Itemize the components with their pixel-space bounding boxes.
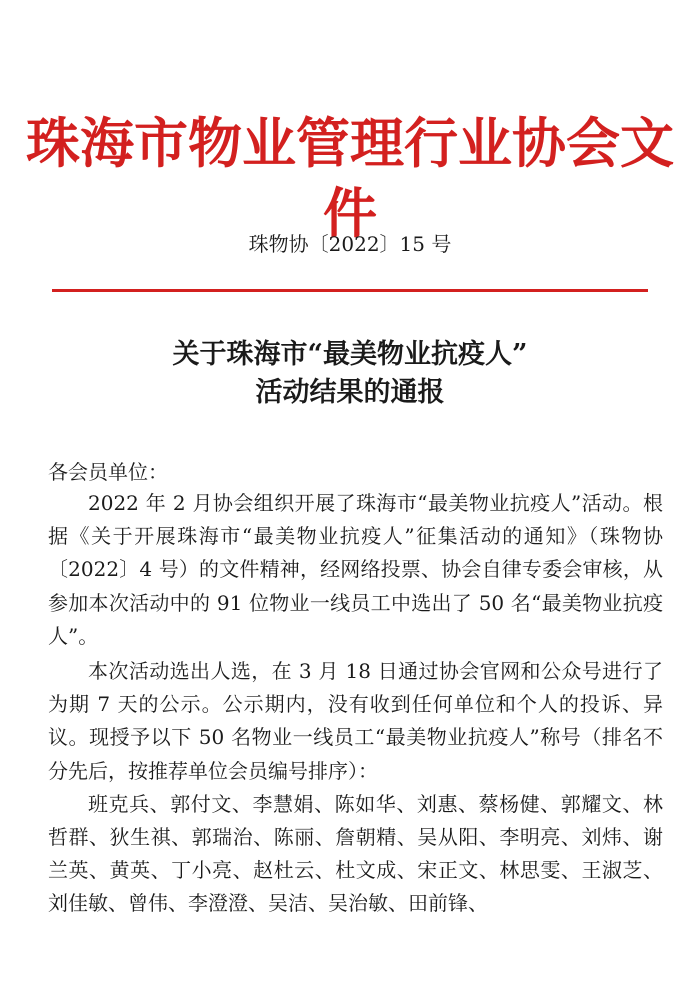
paragraph-intro: 2022 年 2 月协会组织开展了珠海市“最美物业抗疫人”活动。根据《关于开展珠海市“最美物业抗疫人”征集活动的通知》（珠物协〔2022〕4 号）的文件精神，经网络投票、协会自律专委会审核，从参加本次活动中的 91 位物业一线员工中选出了 50 名“最美物业抗疫人”。 xyxy=(48,491,663,648)
title-line-2: 活动结果的通报 xyxy=(255,377,445,408)
organization-header: 珠海市物业管理行业协会文件 xyxy=(26,111,674,245)
title-line-1: 关于珠海市“最美物业抗疫人” xyxy=(172,339,528,370)
paragraph-honoree-names: 班克兵、郭付文、李慧娟、陈如华、刘惠、蔡杨健、郭耀文、林哲群、狄生祺、郭瑞治、陈丽、詹朝精、吴从阳、李明亮、刘炜、谢兰英、黄英、丁小亮、赵杜云、杜文成、宋正文、林思雯、王淑芝、刘佳敏、曾伟、李澄澄、吴洁、吴治敏、田前锋、 xyxy=(48,791,663,916)
red-divider xyxy=(52,289,648,292)
document-title xyxy=(0,336,700,412)
document-body xyxy=(48,487,663,921)
salutation: 各会员单位： xyxy=(48,460,168,484)
document-number: 珠物协〔2022〕15 号 xyxy=(248,232,452,256)
paragraph-announcement: 本次活动选出人选，在 3 月 18 日通过协会官网和公众号进行了为期 7 天的公示。公示期内，没有收到任何单位和个人的投诉、异议。现授予以下 50 名物业一线员工“最美物业抗疫人”称号（排名不分先后，按推荐单位会员编号排序）： xyxy=(48,659,663,783)
